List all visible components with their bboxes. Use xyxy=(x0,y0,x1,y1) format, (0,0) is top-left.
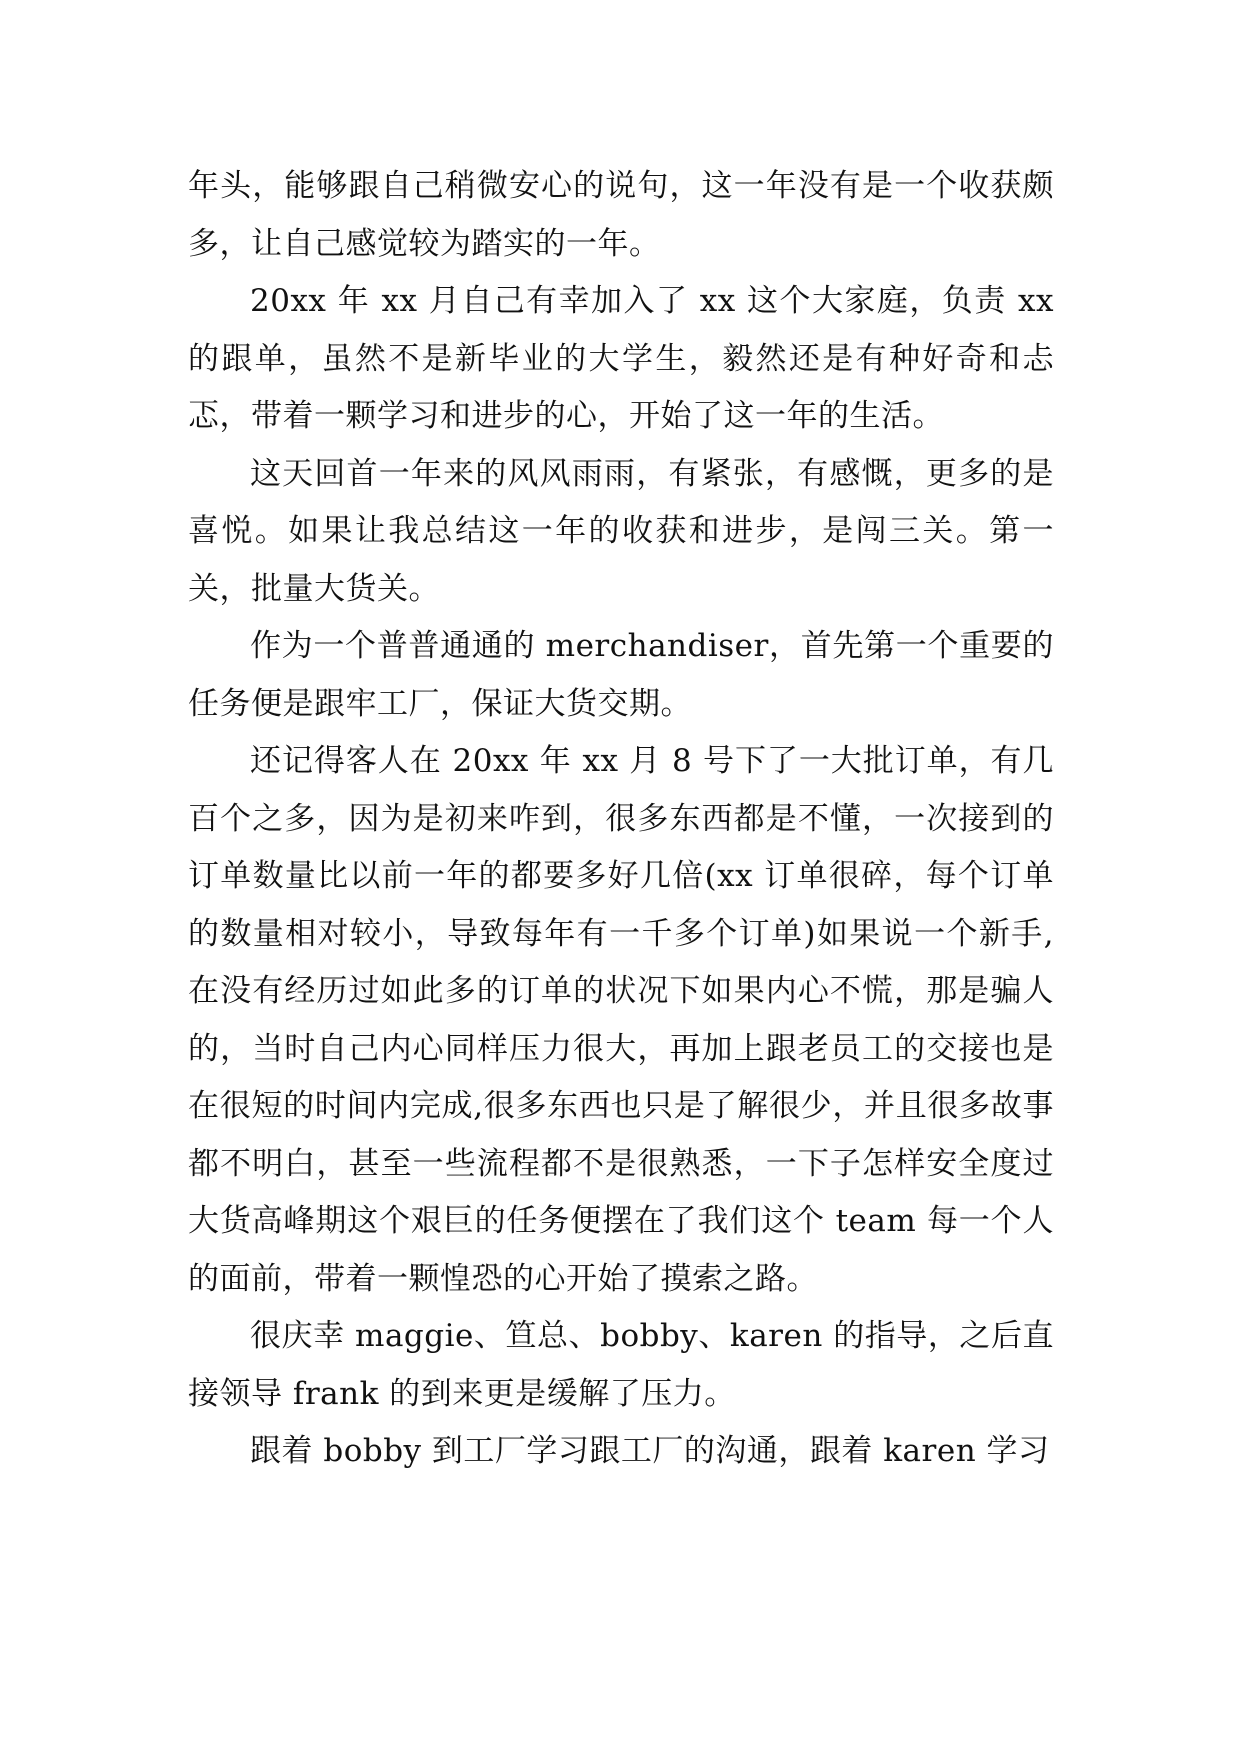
paragraph-5: 还记得客人在 20xx 年 xx 月 8 号下了一大批订单，有几百个之多，因为是初来咋到，很多东西都是不懂，一次接到的订单数量比以前一年的都要多好几倍(xx 订单很碎，每个订单的数量相对较小，导致每年有一千多个订单)如果说一个新手,在没有经历过如此多的订单的状况下如果内心不慌，那是骗人的，当时自己内心同样压力很大，再加上跟老员工的交接也是在很短的时间内完成,很多东西也只是了解很少，并且很多故事都不明白，甚至一些流程都不是很熟悉，一下子怎样安全度过大货高峰期这个艰巨的任务便摆在了我们这个 team 每一个人的面前，带着一颗惶恐的心开始了摸索之路。 xyxy=(188,743,1054,1297)
paragraph-6: 很庆幸 maggie、笪总、bobby、karen 的指导，之后直接领导 frank 的到来更是缓解了压力。 xyxy=(188,1318,1054,1412)
paragraph-3: 这天回首一年来的风风雨雨，有紧张，有感慨，更多的是喜悦。如果让我总结这一年的收获和进步，是闯三关。第一关，批量大货关。 xyxy=(188,455,1054,607)
paragraph-1: 年头，能够跟自己稍微安心的说句，这一年没有是一个收获颇多，让自己感觉较为踏实的一年。 xyxy=(188,168,1054,262)
paragraph-4: 作为一个普普通通的 merchandiser，首先第一个重要的任务便是跟牢工厂，保证大货交期。 xyxy=(188,628,1054,722)
paragraph-7: 跟着 bobby 到工厂学习跟工厂的沟通，跟着 karen 学习 xyxy=(250,1433,1050,1469)
document-body xyxy=(188,158,1054,1481)
paragraph-2: 20xx 年 xx 月自己有幸加入了 xx 这个大家庭，负责 xx 的跟单，虽然不是新毕业的大学生，毅然还是有种好奇和忐忑，带着一颗学习和进步的心，开始了这一年的生活。 xyxy=(188,283,1054,434)
